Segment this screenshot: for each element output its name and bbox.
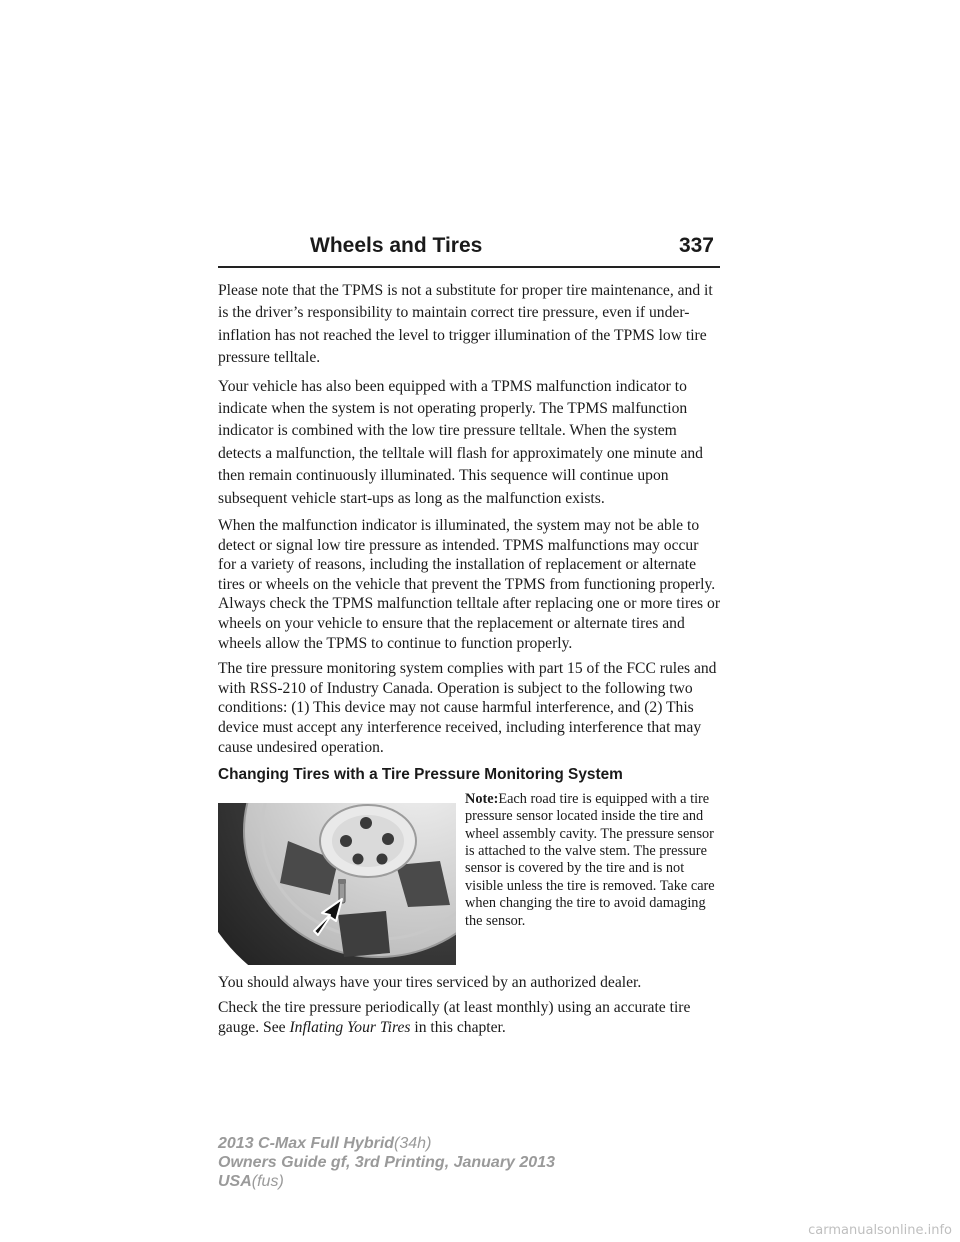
footer-market-line <box>218 1172 555 1191</box>
tire-valve-sensor-illustration <box>218 803 456 965</box>
footer-printing-line: Owners Guide gf, 3rd Printing, January 2013 <box>218 1154 555 1171</box>
check-pressure-text: Check the tire pressure periodically (at least monthly) using an accurate tire gauge. See <box>218 999 691 1036</box>
footer-market-code: (fus) <box>251 1173 284 1190</box>
paragraph-authorized-dealer: You should always have your tires serviced by an authorized dealer. <box>218 973 642 991</box>
section-heading-changing-tires: Changing Tires with a Tire Pressure Monitoring System <box>218 766 623 784</box>
page-footer <box>218 1134 555 1191</box>
page-number: 337 <box>678 234 714 257</box>
footer-market: USA <box>218 1173 252 1190</box>
paragraph-check-pressure <box>218 998 720 1037</box>
figure-with-note <box>218 791 720 965</box>
cross-reference-inflating-tires: Inflating Your Tires <box>289 1018 411 1036</box>
wheel-icon <box>218 803 456 965</box>
footer-model-code: (34h) <box>394 1135 432 1152</box>
check-pressure-text-end: in this chapter. <box>410 1018 506 1036</box>
paragraph-fcc-compliance: The tire pressure monitoring system complies with part 15 of the FCC rules and with RSS-210 of Industry Canada. Operation is subject to the following two conditions: (1) This device may not cause harmful interference, and (2) This device must accept any interference received, including interference that may cause undesired operation. <box>218 660 717 756</box>
paragraph-malfunction-illuminated: When the malfunction indicator is illuminated, the system may not be able to detect or signal low tire pressure as intended. TPMS malfunctions may occur for a variety of reasons, including the installation of replacement or alternate tires or wheels on the vehicle that prevent the TPMS from functioning properly. Always check the TPMS malfunction telltale after replacing one or more tires or wheels on your vehicle to ensure that the replacement or alternate tires and wheels allow the TPMS to continue to function properly. <box>218 517 721 652</box>
note-block <box>465 791 720 930</box>
section-title: Wheels and Tires <box>310 234 483 257</box>
page-header <box>218 230 720 268</box>
footer-model: 2013 C-Max Full Hybrid <box>218 1135 395 1152</box>
watermark: carmanualsonline.info <box>808 1223 952 1238</box>
paragraph-tpms-note: Please note that the TPMS is not a substitute for proper tire maintenance, and it is the driver’s responsibility to maintain correct tire pressure, even if under-inflation has not reached the level to trigger illumination of the TPMS low tire pressure telltale. <box>218 282 713 367</box>
main-content <box>218 280 720 1044</box>
footer-model-line <box>218 1134 555 1153</box>
note-label: Note: <box>465 790 499 807</box>
note-text: Each road tire is equipped with a tire pressure sensor located inside the tire and wheel assembly cavity. The pressure sensor is attached to the valve stem. The pressure sensor is covered by the tire and is not visible unless the tire is removed. Take care when changing the tire to avoid damaging the sensor. <box>465 790 715 929</box>
paragraph-malfunction-indicator: Your vehicle has also been equipped with a TPMS malfunction indicator to indicate when the system is not operating properly. The TPMS malfunction indicator is combined with the low tire pressure telltale. When the system detects a malfunction, the telltale will flash for approximately one minute and then remain continuously illuminated. This sequence will continue upon subsequent vehicle start-ups as long as the malfunction exists. <box>218 377 703 507</box>
